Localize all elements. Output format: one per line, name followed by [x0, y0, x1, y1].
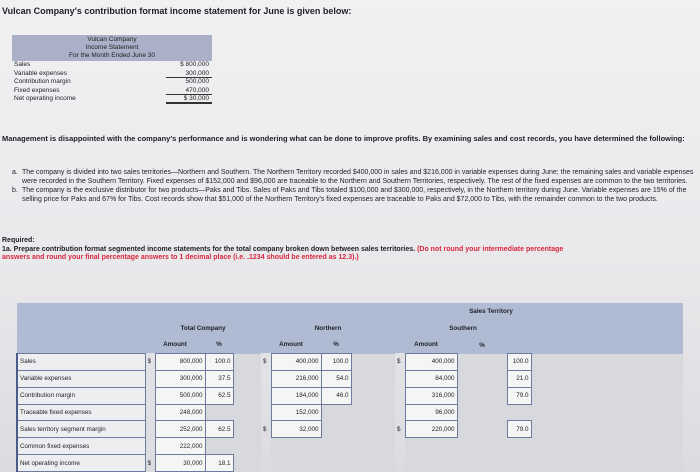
spacer: [351, 370, 395, 387]
statement-value: 300,000: [166, 70, 212, 79]
required-note: (Do not round your intermediate percentage: [417, 245, 564, 253]
currency-sign: [395, 387, 405, 404]
spacer: [233, 421, 261, 438]
pct-header: %: [321, 337, 351, 354]
table-row: [17, 438, 683, 455]
spacer: [457, 354, 507, 371]
required-task-text: 1a. Prepare contribution format segmented income statements for the total company broken down between sales territories.: [2, 245, 416, 253]
spacer: [531, 455, 683, 472]
statement-period: For the Month Ended June 30: [68, 52, 155, 59]
southern-amount-input[interactable]: 220,000: [405, 421, 457, 438]
statement-label: Contribution margin: [14, 78, 71, 85]
northern-amount-input: [271, 438, 321, 455]
statement-value: 470,000: [166, 87, 212, 96]
fact-tag: b.: [12, 187, 18, 195]
southern-amount-input: [405, 455, 457, 472]
spacer: [457, 438, 507, 455]
facts-list: [12, 169, 694, 205]
total-amount-input[interactable]: 222,000: [155, 438, 205, 455]
row-label-select[interactable]: Common fixed expenses: [17, 438, 145, 455]
northern-pct-input[interactable]: 100.0: [321, 354, 351, 371]
statement-label: Net operating income: [14, 95, 76, 102]
total-pct-input: [205, 438, 233, 455]
statement-row: [12, 95, 212, 104]
income-statement: [12, 35, 212, 104]
segmented-income-table: [16, 303, 683, 472]
amount-header: Amount: [261, 337, 321, 354]
currency-sign: $: [397, 358, 401, 366]
southern-pct-input: [507, 404, 531, 421]
statement-row: [12, 87, 212, 96]
northern-amount-input[interactable]: 216,000: [271, 370, 321, 387]
row-label-select[interactable]: Net operating income: [17, 455, 145, 472]
currency-sign: [395, 404, 405, 421]
table-header-row: [17, 303, 683, 320]
southern-amount-input[interactable]: 316,000: [405, 387, 457, 404]
currency-sign: [261, 404, 271, 421]
spacer: [457, 387, 507, 404]
management-paragraph: Management is disappointed with the company's performance and is wondering what can be done to improve profits. By examining sales and cost records, you have determined the following:: [2, 134, 685, 143]
northern-pct-input: [321, 404, 351, 421]
currency-sign: [261, 455, 271, 472]
table-header-row: [17, 320, 683, 337]
spacer: [351, 404, 395, 421]
total-pct-input[interactable]: 37.5: [205, 370, 233, 387]
southern-amount-input[interactable]: 400,000: [405, 354, 457, 371]
statement-value: $ 30,000: [166, 95, 212, 104]
total-amount-input[interactable]: 30,000: [155, 455, 205, 472]
intro-text: Vulcan Company's contribution format income statement for June is given below:: [2, 6, 352, 16]
statement-label: Fixed expenses: [14, 86, 60, 94]
fact-text: The company is divided into two sales territories—Northern and Southern. The Northern Territory recorded $400,000 in sales and $216,000 in variable expenses during June; the remaining sales and variable expenses were recorded in the Southern Territory. Fixed expenses of $152,000 and $96,000 are traceable to the Northern and Southern Territories, respectively. The rest of the fixed expenses are common to the two territories.: [22, 169, 694, 185]
southern-header: Southern: [395, 320, 531, 337]
table-body: [17, 354, 683, 472]
spacer: [351, 421, 395, 438]
currency-sign: [145, 421, 155, 438]
northern-amount-input[interactable]: 400,000: [271, 354, 321, 371]
total-pct-input: [205, 404, 233, 421]
southern-amount-input[interactable]: 84,000: [405, 370, 457, 387]
northern-amount-input[interactable]: 152,000: [271, 404, 321, 421]
southern-pct-input: [507, 455, 531, 472]
currency-sign: $: [147, 358, 152, 366]
currency-sign: $: [263, 358, 267, 366]
statement-header: [12, 35, 212, 61]
statement-title: Income Statement: [85, 44, 139, 51]
amount-header: Amount: [145, 337, 205, 354]
spacer: [531, 404, 683, 421]
currency-sign: [145, 404, 155, 421]
spacer: [233, 438, 261, 455]
spacer: [531, 354, 683, 371]
southern-pct-input[interactable]: 79.0: [507, 387, 531, 404]
northern-pct-input: [321, 438, 351, 455]
currency-sign: [395, 370, 405, 387]
row-label-select[interactable]: Contribution margin: [17, 387, 145, 404]
table-row: [17, 370, 683, 387]
currency-sign: $: [397, 425, 401, 433]
currency-sign: [145, 438, 155, 455]
spacer: [351, 387, 395, 404]
northern-pct-input[interactable]: 46.0: [321, 387, 351, 404]
total-company-header: Total Company: [145, 320, 261, 337]
row-label-select[interactable]: Variable expenses: [17, 370, 145, 387]
spacer: [457, 404, 507, 421]
table-row: [17, 354, 683, 371]
spacer: [351, 455, 395, 472]
statement-value: 500,000: [185, 78, 209, 85]
currency-sign: [261, 370, 271, 387]
southern-pct-input[interactable]: 21.0: [507, 370, 531, 387]
required-task: [2, 246, 692, 255]
spacer: [233, 404, 261, 421]
total-pct-input[interactable]: 62.5: [205, 421, 233, 438]
currency-sign: [145, 370, 155, 387]
total-amount-input[interactable]: 300,000: [155, 370, 205, 387]
required-section: [2, 237, 692, 263]
spacer: [531, 421, 683, 438]
statement-row: [12, 61, 212, 70]
southern-pct-input[interactable]: 79.0: [507, 421, 531, 438]
spacer: [233, 455, 261, 472]
total-amount-input[interactable]: 248,000: [155, 404, 205, 421]
spacer: [233, 387, 261, 404]
currency-sign: $: [147, 459, 152, 467]
southern-pct-input: [507, 438, 531, 455]
northern-header: Northern: [261, 320, 395, 337]
table-row: [17, 421, 683, 438]
currency-sign: [395, 438, 405, 455]
table-row: [17, 404, 683, 421]
spacer: [351, 438, 395, 455]
spacer: [457, 455, 507, 472]
row-label-select[interactable]: Sales: [17, 354, 145, 371]
pct-header: %: [457, 337, 507, 354]
required-note-continued: answers and round your final percentage answers to 1 decimal place (i.e. .1234 should be entered as 12.3).): [2, 254, 359, 261]
spacer: [457, 370, 507, 387]
northern-pct-input[interactable]: 54.0: [321, 370, 351, 387]
statement-row: [12, 70, 212, 79]
northern-amount-input[interactable]: 184,000: [271, 387, 321, 404]
statement-label: Variable expenses: [14, 69, 67, 77]
total-amount-input[interactable]: 800,000: [155, 354, 205, 371]
southern-pct-input[interactable]: 100.0: [507, 354, 531, 371]
statement-value: $ 800,000: [180, 61, 209, 68]
spacer: [457, 421, 507, 438]
spacer: [531, 438, 683, 455]
fact-tag: a.: [12, 169, 18, 176]
currency-sign: [261, 438, 271, 455]
fact-item: [12, 187, 694, 204]
pct-header: %: [205, 337, 233, 354]
spacer: [233, 354, 261, 371]
spacer: [233, 370, 261, 387]
total-pct-input[interactable]: 62.5: [205, 387, 233, 404]
total-amount-input[interactable]: 252,000: [155, 421, 205, 438]
spacer: [531, 387, 683, 404]
currency-sign: $: [263, 425, 267, 433]
total-pct-input[interactable]: 100.0: [205, 354, 233, 371]
statement-label: Sales: [14, 61, 31, 68]
table-row: [17, 387, 683, 404]
total-pct-input[interactable]: 18.1: [205, 455, 233, 472]
row-label-select[interactable]: Sales territory segment margin: [17, 421, 145, 438]
fact-text: The company is the exclusive distributor for two products—Paks and Tibs. Sales of Paks and Tibs totaled $100,000 and $300,000, respectively, in the Northern territory during June. Variable expenses are 15% of the selling price for Paks and 67% for Tibs. Cost records show that $51,000 of the Northern Territory's fixed expenses are traceable to Paks and $72,000 to Tibs, with the remainder common to the two products.: [22, 187, 687, 203]
currency-sign: [395, 455, 405, 472]
northern-pct-input: [321, 421, 351, 438]
amount-header: Amount: [395, 337, 457, 354]
fact-item: [12, 169, 694, 186]
northern-amount-input: [271, 455, 321, 472]
statement-row: [12, 78, 212, 87]
table-row: [17, 455, 683, 472]
sales-territory-header: Sales Territory: [261, 303, 683, 320]
currency-sign: [145, 387, 155, 404]
southern-amount-input[interactable]: 96,000: [405, 404, 457, 421]
southern-amount-input: [405, 438, 457, 455]
statement-company: Vulcan Company: [87, 36, 137, 43]
table-header-row: [17, 337, 683, 354]
row-label-select[interactable]: Traceable fixed expenses: [17, 404, 145, 421]
required-heading: Required:: [2, 237, 35, 244]
northern-pct-input: [321, 455, 351, 472]
currency-sign: [261, 387, 271, 404]
spacer: [531, 370, 683, 387]
spacer: [351, 354, 395, 371]
total-amount-input[interactable]: 500,000: [155, 387, 205, 404]
northern-amount-input[interactable]: 32,000: [271, 421, 321, 438]
